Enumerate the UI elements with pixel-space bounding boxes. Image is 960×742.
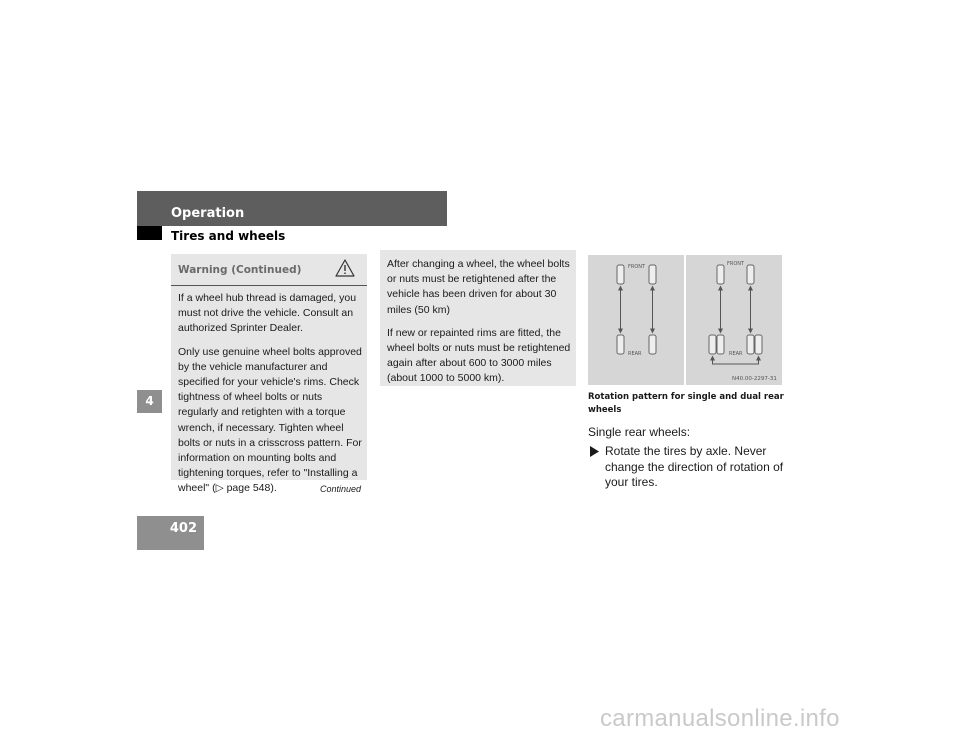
info-paragraph: After changing a wheel, the wheel bolts or nuts must be retightened after the vehicle has been driven for about 30 miles (50 km) (387, 258, 570, 316)
rear-label: REAR (628, 351, 642, 357)
rotation-instruction: Rotate the tires by axle. Never change the direction of rotation of your tires. (605, 444, 784, 489)
warning-triangle-icon (335, 258, 355, 278)
chapter-tab-underline (137, 412, 162, 413)
tire (717, 335, 724, 354)
info-paragraph: If new or repainted rims are fitted, the wheel bolts or nuts must be retightened again after about 600 to 3000 miles (about 1000 to 5000 km). (387, 326, 571, 385)
front-label: FRONT (628, 264, 646, 270)
tire (649, 265, 656, 284)
chapter-tab: 4 (137, 390, 162, 412)
section-title: Operation (171, 206, 245, 221)
tire (747, 335, 754, 354)
bullet-arrow-icon (590, 446, 599, 457)
rear-label: REAR (729, 351, 743, 357)
watermark: carmanualsonline.info (600, 705, 840, 732)
warning-title: Warning (Continued) (178, 264, 302, 276)
header-marker (137, 226, 162, 240)
tire (617, 335, 624, 354)
rotation-pattern-figure (588, 255, 782, 385)
page-number: 402 (137, 516, 204, 550)
figure-caption: Rotation pattern for single and dual rear wheels (588, 392, 784, 415)
tire (709, 335, 716, 354)
tire (747, 265, 754, 284)
tire (617, 265, 624, 284)
figure-code: N40.00-2297-31 (732, 376, 777, 382)
tire (649, 335, 656, 354)
tire (717, 265, 724, 284)
single-rear-heading: Single rear wheels: (588, 425, 691, 439)
warning-paragraph: Only use genuine wheel bolts approved by the vehicle manufacturer and specified for your vehicle's rims. Check tightness of wheel bolts or nuts regularly and retighten with a torque wrench, if necessary. Tighten wheel bolts or nuts in a crisscross pattern. For information on mounting bolts and tightening torques, refer to "Installing a wheel" (▷ page 548). (178, 345, 362, 495)
subsection-title: Tires and wheels (171, 229, 286, 243)
tire (755, 335, 762, 354)
continued-label: Continued (320, 484, 362, 494)
front-label: FRONT (727, 261, 745, 267)
warning-text (178, 291, 364, 505)
warning-paragraph: If a wheel hub thread is damaged, you must not drive the vehicle. Consult an authorized Sprinter Dealer. (178, 292, 357, 335)
info-text (387, 257, 573, 395)
